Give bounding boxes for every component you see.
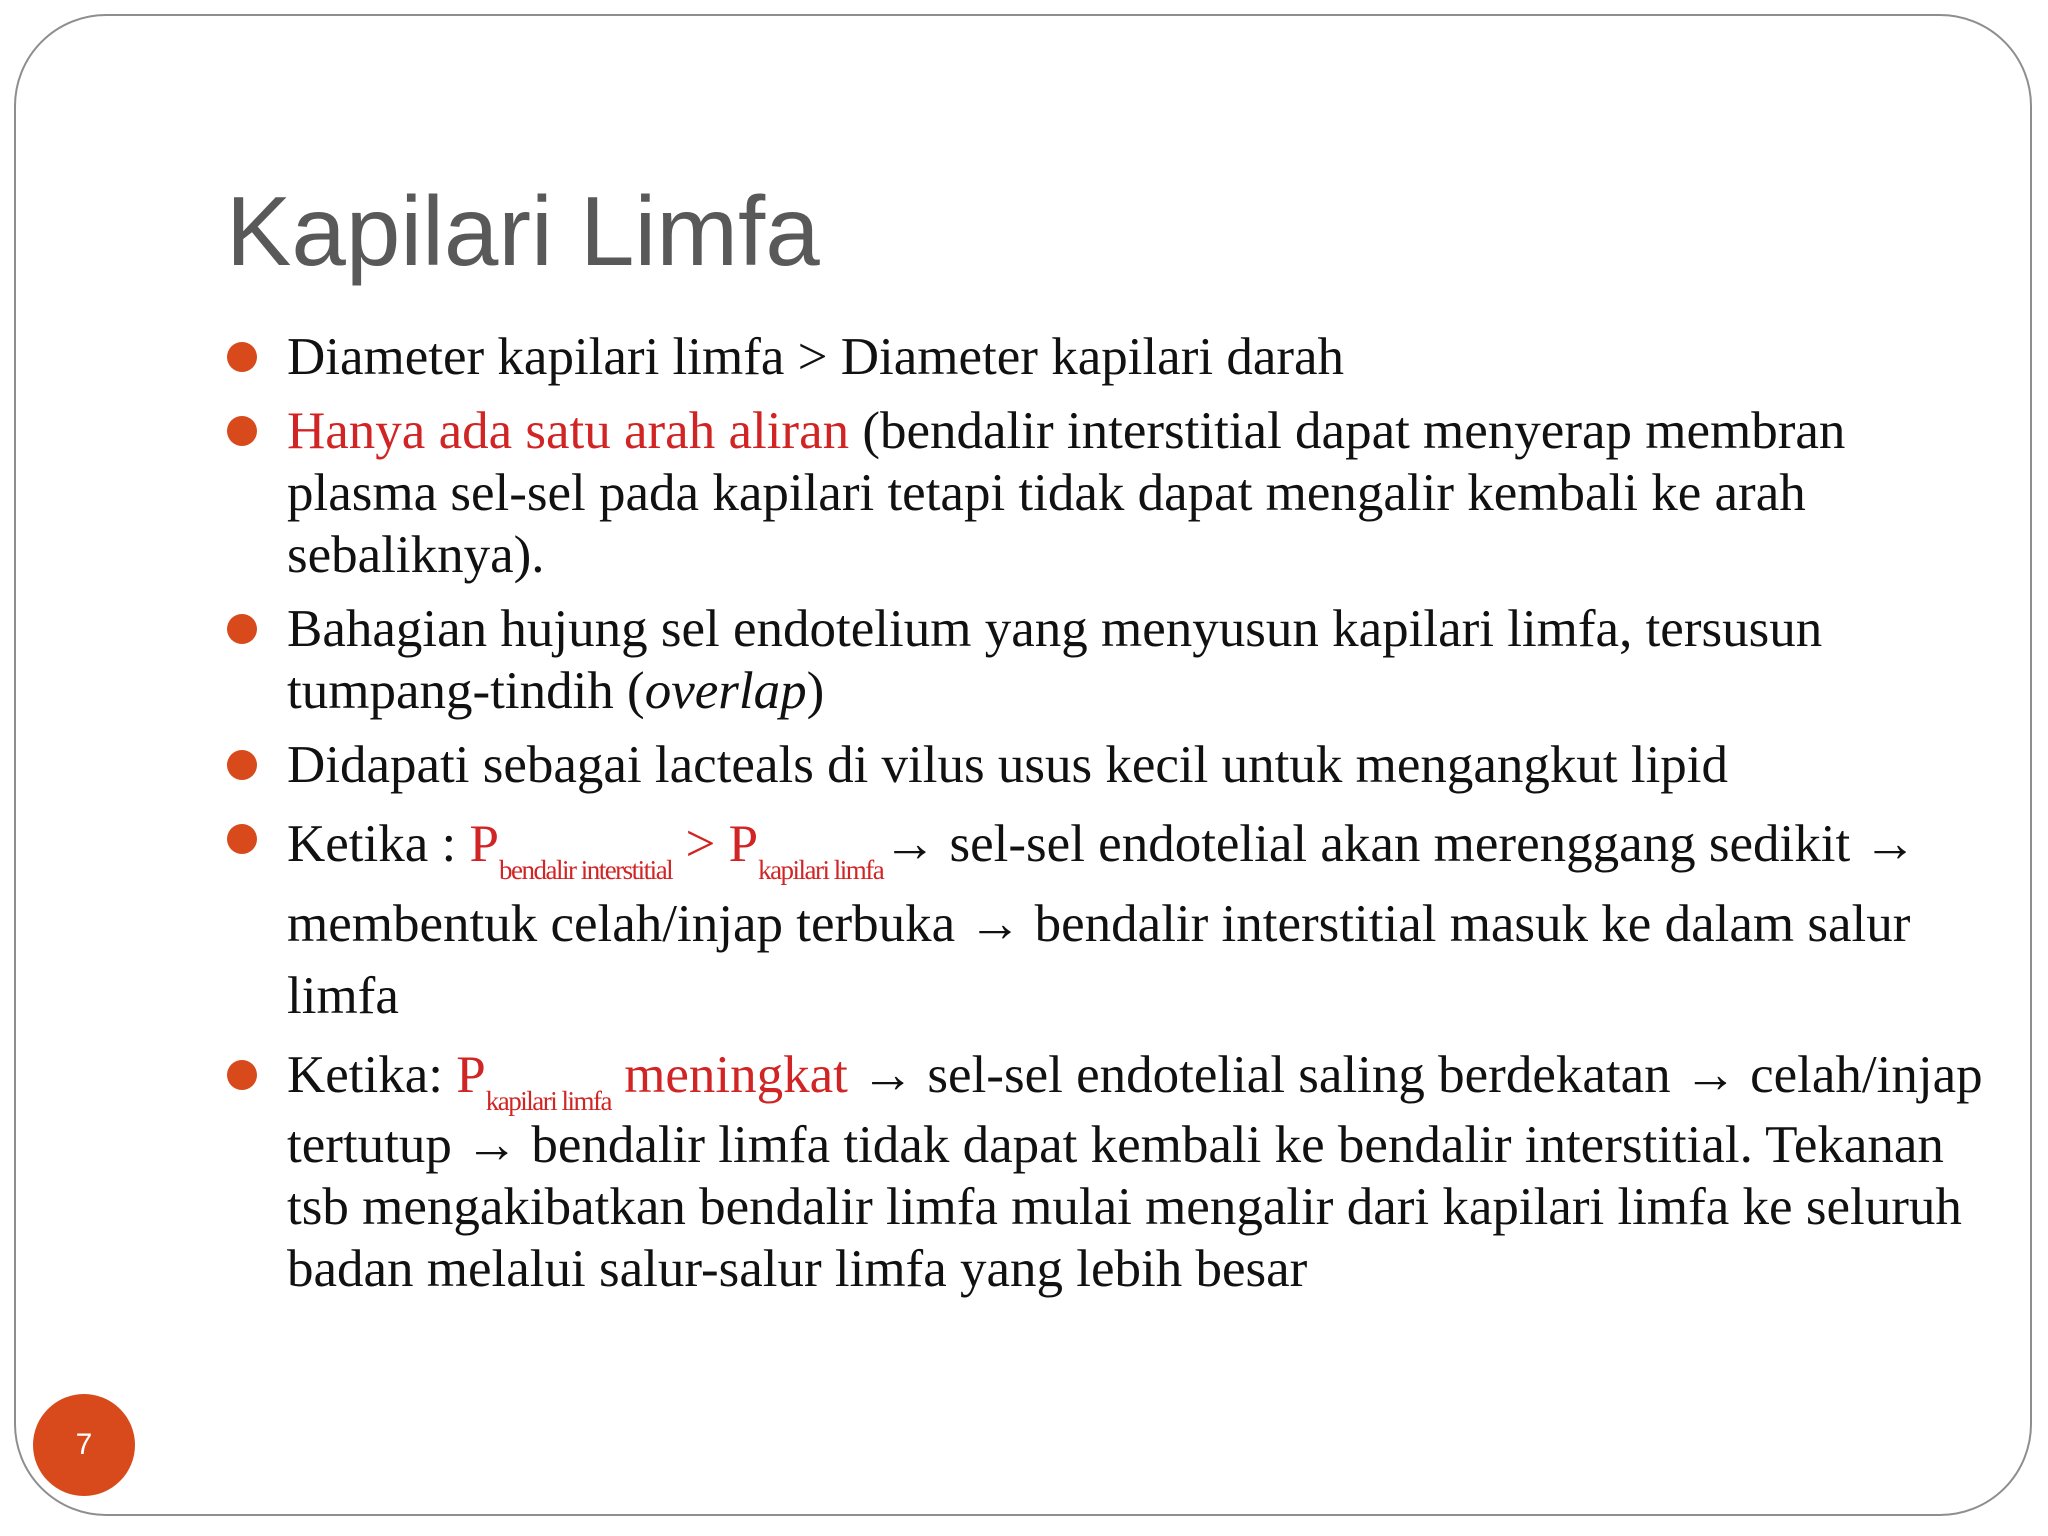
bullet-dot-icon	[227, 614, 257, 644]
bullet-text: (bendalir interstitial dapat menyerap membran plasma sel-sel pada kapilari tetapi tidak dapat mengalir kembali ke arah sebaliknya).	[287, 402, 1846, 584]
greater-than-symbol: >	[672, 815, 729, 873]
bullet-item	[287, 1044, 1987, 1300]
pressure-subscript: kapilari limfa	[758, 855, 884, 885]
bullet-item	[287, 326, 1987, 388]
slide-title: Kapilari Limfa	[226, 176, 820, 286]
bullet-list	[287, 326, 1987, 1312]
bullet-highlight: Hanya ada satu arah aliran	[287, 402, 850, 460]
bullet-text-close: )	[806, 662, 825, 720]
bullet-text: Bahagian hujung sel endotelium yang menyusun kapilari limfa, tersusun tumpang-tindih (	[287, 600, 1823, 720]
bullet-lead: Ketika:	[287, 1046, 457, 1104]
bullet-item	[287, 808, 1987, 1032]
bullet-lead: Ketika :	[287, 815, 470, 873]
bullet-item	[287, 400, 1987, 586]
page-number-badge: 7	[33, 1394, 135, 1496]
pressure-symbol: P	[469, 815, 499, 873]
bullet-dot-icon	[227, 342, 257, 372]
bullet-dot-icon	[227, 416, 257, 446]
bullet-text: → sel-sel endotelial saling berdekatan → celah/injap tertutup → bendalir limfa tidak dapat kembali ke bendalir interstitial. Tekanan tsb mengakibatkan bendalir limfa mulai mengalir dari kapilari limfa ke seluruh badan melalui salur-salur limfa yang lebih besar	[287, 1046, 1983, 1298]
pressure-symbol: P	[456, 1046, 486, 1104]
bullet-dot-icon	[227, 824, 257, 854]
pressure-subscript: bendalir interstitial	[498, 855, 673, 885]
bullet-highlight: meningkat	[610, 1046, 848, 1104]
bullet-text: Didapati sebagai lacteals di vilus usus kecil untuk mengangkut lipid	[287, 736, 1729, 794]
bullet-text: Diameter kapilari limfa > Diameter kapilari darah	[287, 328, 1345, 386]
bullet-text: → sel-sel endotelial akan merenggang sedikit → membentuk celah/injap terbuka → bendalir interstitial masuk ke dalam salur limfa	[287, 815, 1917, 1025]
pressure-subscript: kapilari limfa	[485, 1086, 611, 1116]
bullet-italic-term: overlap	[644, 662, 807, 720]
bullet-item	[287, 598, 1987, 722]
pressure-symbol: P	[728, 815, 759, 873]
bullet-dot-icon	[227, 1060, 257, 1090]
bullet-dot-icon	[227, 750, 257, 780]
bullet-item	[287, 734, 1987, 796]
